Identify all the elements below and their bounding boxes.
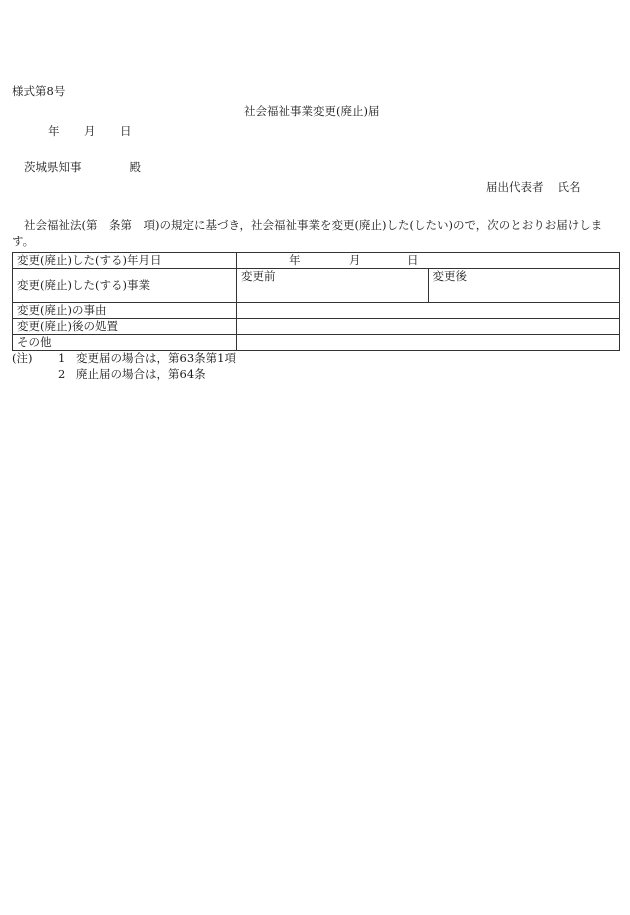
note-text: 変更届の場合は，第63条第1項 bbox=[76, 351, 236, 365]
row-label-other: その他 bbox=[13, 335, 237, 351]
reason-value-cell bbox=[237, 303, 620, 319]
addressee-honorific: 殿 bbox=[129, 160, 141, 174]
table-row bbox=[13, 253, 620, 269]
addressee-line bbox=[24, 160, 141, 174]
change-date-year-label: 年 bbox=[289, 253, 301, 267]
note-number: 2 bbox=[58, 367, 66, 381]
change-date-cell bbox=[237, 253, 620, 269]
note-item bbox=[12, 366, 236, 382]
form-number: 様式第8号 bbox=[12, 84, 66, 98]
representative-label: 届出代表者 bbox=[486, 180, 544, 194]
notes-prefix: (注) bbox=[12, 351, 33, 365]
row-label-post-measures: 変更(廃止)後の処置 bbox=[13, 319, 237, 335]
table-row bbox=[13, 319, 620, 335]
representative-line bbox=[486, 180, 581, 194]
row-label-reason: 変更(廃止)の事由 bbox=[13, 303, 237, 319]
note-text: 廃止届の場合は，第64条 bbox=[76, 367, 206, 381]
row-label-change-date: 変更(廃止)した(する)年月日 bbox=[13, 253, 237, 269]
row-label-changed-business: 変更(廃止)した(する)事業 bbox=[13, 269, 237, 303]
table-row bbox=[13, 335, 620, 351]
body-text: 社会福祉法(第 条第 項)の規定に基づき，社会福祉事業を変更(廃止)した(したい)ので，次のとおりお届けします。 bbox=[12, 218, 603, 248]
post-measures-value-cell bbox=[237, 319, 620, 335]
change-notification-table bbox=[12, 252, 620, 351]
date-month-label: 月 bbox=[84, 124, 96, 138]
date-day-label: 日 bbox=[120, 124, 132, 138]
addressee-governor: 茨城県知事 bbox=[24, 160, 82, 174]
date-year-label: 年 bbox=[48, 124, 60, 138]
note-number: 1 bbox=[58, 351, 66, 365]
change-date-day-label: 日 bbox=[407, 253, 419, 267]
before-change-cell: 変更前 bbox=[237, 269, 429, 303]
table-row bbox=[13, 269, 620, 303]
note-item bbox=[12, 350, 236, 366]
document-title: 社会福祉事業変更(廃止)届 bbox=[244, 104, 380, 118]
change-date-month-label: 月 bbox=[349, 253, 361, 267]
submission-date-line bbox=[48, 124, 132, 138]
notes-section bbox=[12, 350, 236, 382]
other-value-cell bbox=[237, 335, 620, 351]
after-change-cell: 変更後 bbox=[428, 269, 620, 303]
representative-name-label: 氏名 bbox=[557, 180, 581, 194]
table-row bbox=[13, 303, 620, 319]
